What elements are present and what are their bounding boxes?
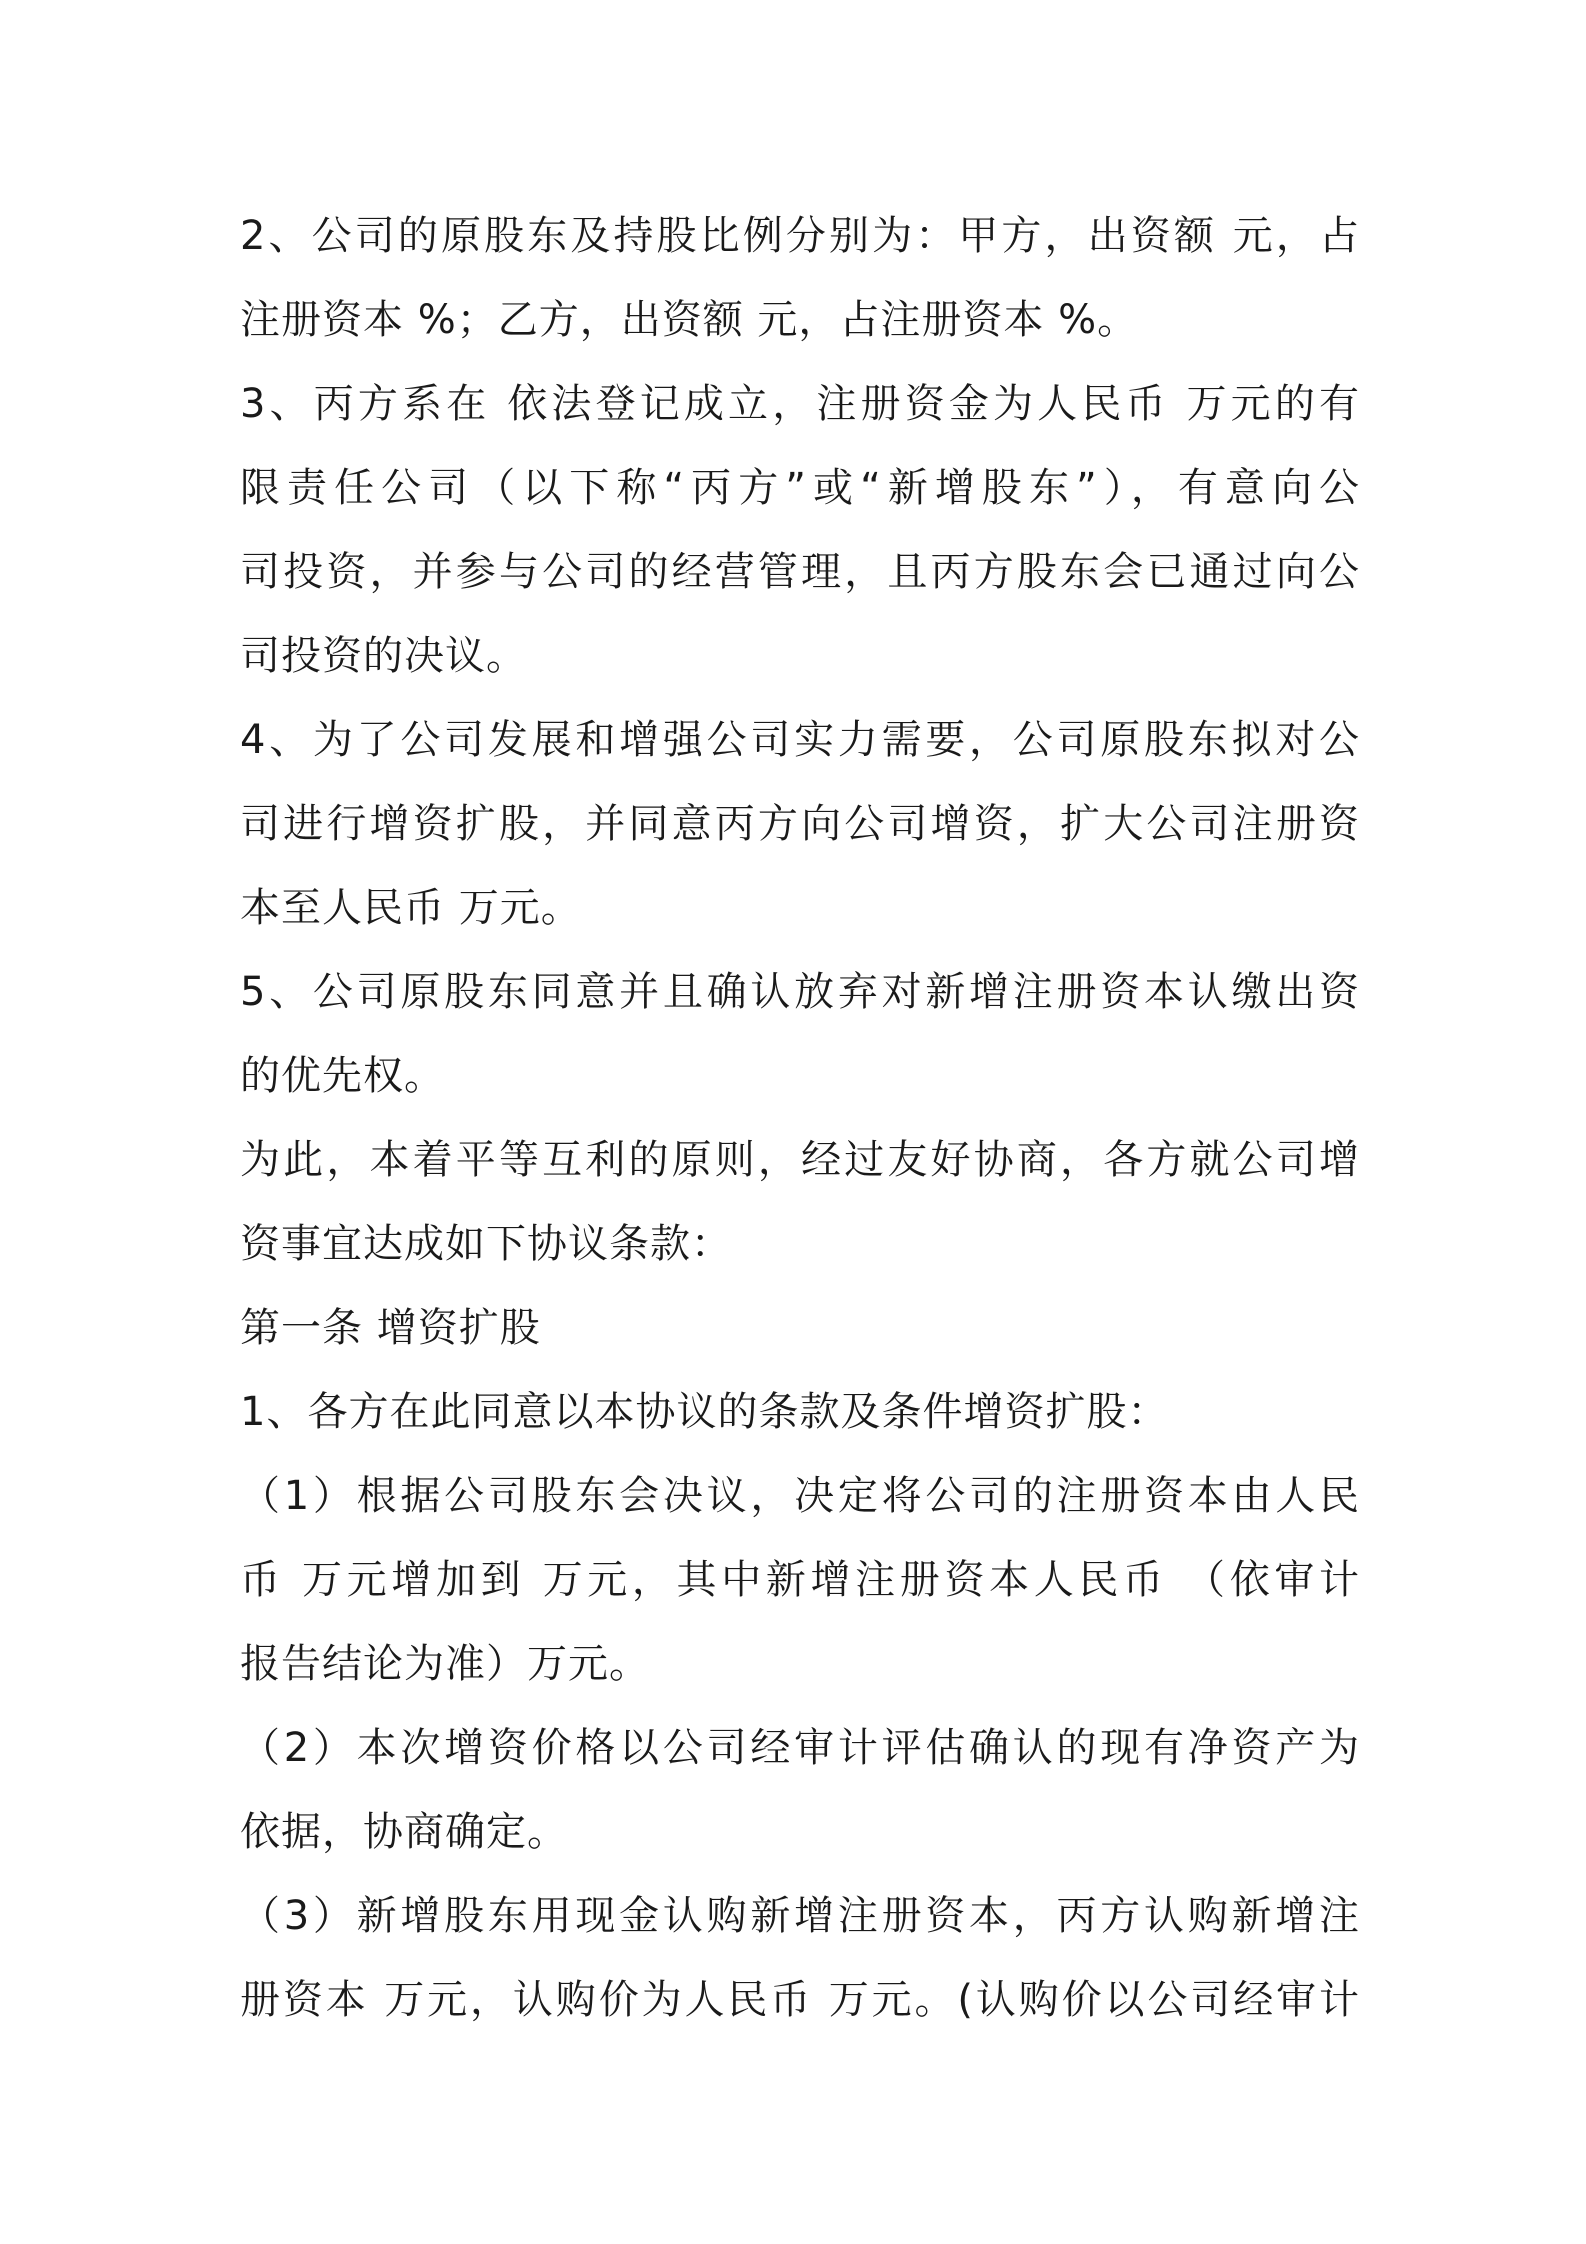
text-line: 币 万元增加到 万元，其中新增注册资本人民币 （依审计 [240,1557,1360,1603]
text-line: （3）新增股东用现金认购新增注册资本，丙方认购新增注 [240,1893,1360,1939]
text-line: 5、公司原股东同意并且确认放弃对新增注册资本认缴出资 [240,969,1360,1015]
text-line: （1）根据公司股东会决议，决定将公司的注册资本由人民 [240,1473,1360,1519]
document-body [240,194,1360,2042]
text-line: 司投资的决议。 [240,633,527,679]
text-line: 注册资本 %；乙方，出资额 元，占注册资本 %。 [240,297,1139,343]
text-line: 册资本 万元，认购价为人民币 万元。(认购价以公司经审计 [240,1977,1360,2023]
text-line: 3、丙方系在 依法登记成立，注册资金为人民币 万元的有 [240,381,1360,427]
text-line: 司进行增资扩股，并同意丙方向公司增资，扩大公司注册资 [240,801,1360,847]
article-heading: 第一条 增资扩股 [240,1305,541,1351]
text-line: 为此，本着平等互利的原则，经过友好协商，各方就公司增 [240,1137,1360,1183]
text-line: 依据，协商确定。 [240,1809,568,1855]
text-line: 本至人民币 万元。 [240,885,582,931]
text-line: 2、公司的原股东及持股比例分别为：甲方，出资额 元，占 [240,213,1360,259]
text-line: 4、为了公司发展和增强公司实力需要，公司原股东拟对公 [240,717,1360,763]
text-line: （2）本次增资价格以公司经审计评估确认的现有净资产为 [240,1725,1360,1771]
text-line: 报告结论为准）万元。 [240,1641,650,1687]
text-line: 限责任公司（以下称“丙方”或“新增股东”），有意向公 [240,465,1360,511]
text-line: 的优先权。 [240,1053,445,1099]
text-line: 司投资，并参与公司的经营管理，且丙方股东会已通过向公 [240,549,1360,595]
text-line: 1、各方在此同意以本协议的条款及条件增资扩股： [240,1389,1169,1435]
text-line: 资事宜达成如下协议条款： [240,1221,732,1267]
